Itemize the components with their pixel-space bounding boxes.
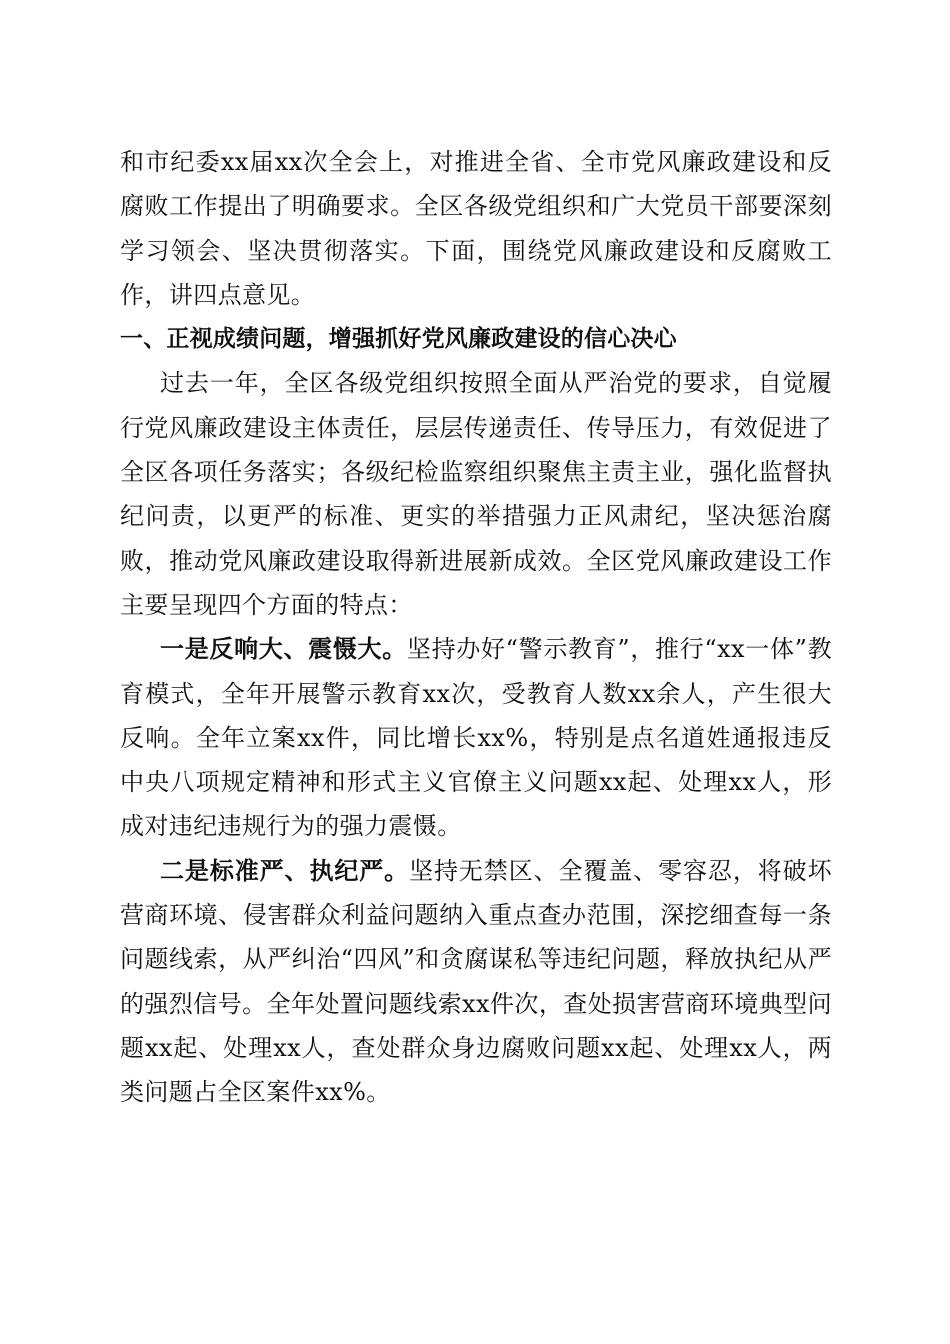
point-2-body: 坚持无禁区、全覆盖、零容忍，将破坏营商环境、侵害群众利益问题纳入重点查办范围，深挖细查每一条问题线索，从严纠治“四风”和贪腐谋私等违纪问题，释放执纪从严的强烈信号。全年处置问题线索xx件次，查处损害营商环境典型问题xx起、处理xx人，查处群众身边腐败问题xx起、处理xx人，两类问题占全区案件xx%。: [120, 856, 832, 1107]
point-1-body: 坚持办好“警示教育”，推行“xx一体”教育模式，全年开展警示教育xx次，受教育人数xx余人，产生很大反响。全年立案xx件，同比增长xx%，特别是点名道姓通报违反中央八项规定精神和形式主义官僚主义问题xx起、处理xx人，形成对违纪违规行为的强力震慑。: [120, 635, 832, 841]
section-heading-1: 一、正视成绩问题，增强抓好党风廉政建设的信心决心: [120, 326, 677, 353]
point-1-lead: 一是反响大、震慑大。: [160, 635, 407, 664]
paragraph-point-1: [120, 627, 832, 848]
paragraph-point-2: [120, 849, 832, 1115]
paragraph-intro-continuation: 和市纪委xx届xx次全会上，对推进全省、全市党风廉政建设和反腐败工作提出了明确要求。全区各级党组织和广大党员干部要深刻学习领会、坚决贯彻落实。下面，围绕党风廉政建设和反腐败工作，讲四点意见。: [120, 148, 832, 309]
point-2-lead: 二是标准严、执纪严。: [160, 856, 410, 885]
paragraph-overview: 过去一年，全区各级党组织按照全面从严治党的要求，自觉履行党风廉政建设主体责任，层层传递责任、传导压力，有效促进了全区各项任务落实；各级纪检监察组织聚焦主责主业，强化监督执纪问责，以更严的标准、更实的举措强力正风肃纪，坚决惩治腐败，推动党风廉政建设取得新进展新成效。全区党风廉政建设工作主要呈现四个方面的特点：: [120, 369, 832, 619]
document-body: [120, 140, 832, 1115]
